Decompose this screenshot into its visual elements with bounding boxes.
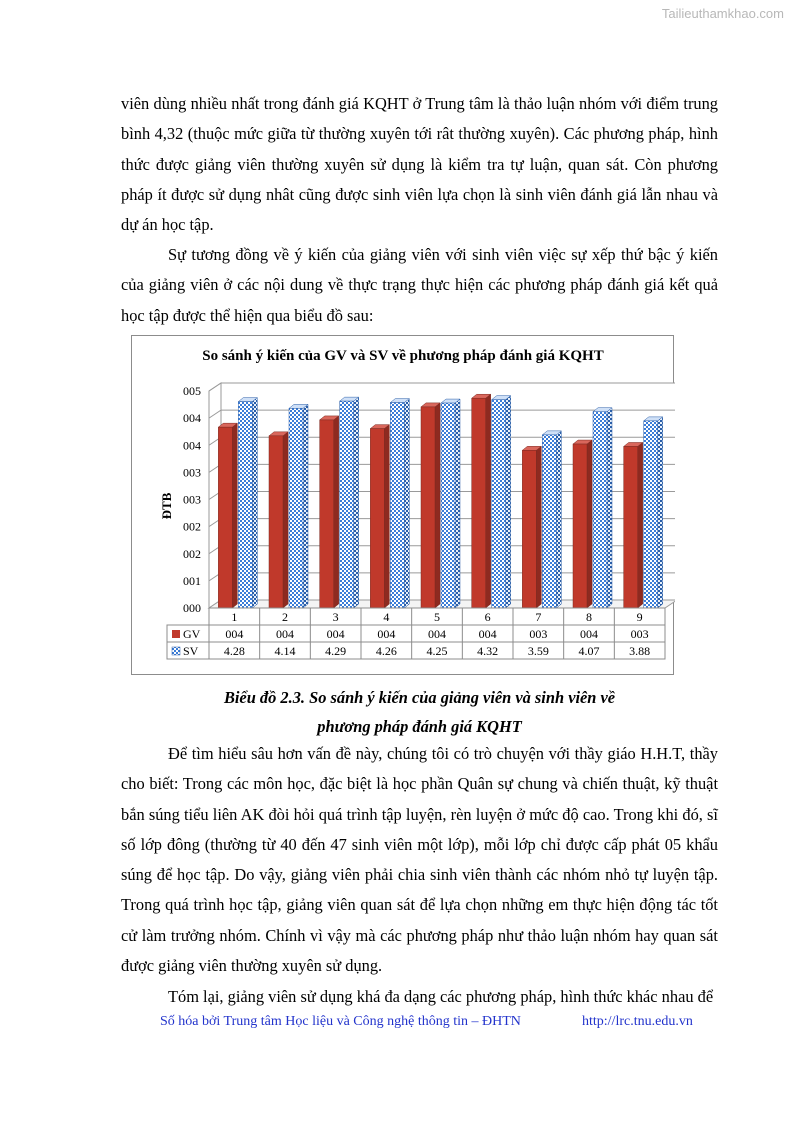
gv-data-label: 004 [225, 627, 244, 641]
caption-line-1: Biểu đồ 2.3. So sánh ý kiến của giảng viên và sinh viên về [223, 688, 616, 707]
caption-line-2: phương pháp đánh giá KQHT [317, 717, 522, 736]
sv-data-label: 3.88 [629, 644, 651, 658]
sv-data-label: 4.26 [375, 644, 397, 658]
gv-data-label: 004 [326, 627, 345, 641]
sv-data-label: 4.25 [426, 644, 448, 658]
chart-container [131, 335, 674, 675]
sv-bar [238, 402, 252, 608]
gv-bar-side [334, 416, 339, 608]
sv-bar-side [607, 408, 612, 608]
gv-bar-side [232, 423, 237, 608]
gv-bar-side [587, 440, 592, 608]
legend-label-gv: GV [183, 627, 201, 641]
sv-bar [441, 403, 455, 608]
sv-bar-side [354, 397, 359, 608]
sv-bar [593, 412, 607, 608]
gv-bar [624, 446, 638, 608]
watermark: Tailieuthamkhao.com [661, 6, 784, 21]
gv-data-label: 003 [630, 627, 649, 641]
paragraph-3: Để tìm hiểu sâu hơn vấn đề này, chúng tôi có trò chuyện với thầy giáo H.H.T, thầy cho biết: Trong các môn học, đặc biệt là học phần Quân sự chung và chiến thuật, kỹ thuật bắn súng tiểu liên AK đòi hỏi quá trình tập luyện, rèn luyện ở mức độ cao. Trong khi đó, sĩ số lớp đông (thường từ 40 đến 47 sinh viên một lớp), mỗi lớp chỉ được cấp phát 05 khẩu súng để học tập. Do vậy, giảng viên phải chia sinh viên thành các nhóm nhỏ tự luyện tập. Trong quá trình học tập, giảng viên quan sát để lựa chọn những em thực hiện động tác tốt cử làm trưởng nhóm. Chính vì vậy mà các phương pháp như thảo luận nhóm hay quan sát được giảng viên thường xuyên sử dụng. [121, 744, 718, 976]
y-tick-label: 005 [183, 384, 201, 398]
gv-bar [573, 444, 587, 608]
sv-bar-side [658, 417, 663, 608]
y-tick-label: 003 [183, 465, 201, 480]
gv-bar-side [536, 446, 541, 608]
gv-data-label: 004 [276, 627, 294, 641]
x-tick-label: 7 [535, 610, 542, 624]
y-tick-label: 004 [183, 411, 201, 426]
footer-url[interactable]: http://lrc.tnu.edu.vn [582, 1014, 693, 1029]
gv-bar [421, 407, 435, 608]
gv-bar-side [283, 432, 288, 608]
sv-data-label: 4.28 [223, 644, 245, 658]
sv-data-label: 4.32 [477, 644, 499, 658]
chart-title: So sánh ý kiến của GV và SV về phương pháp đánh giá KQHT [202, 348, 604, 364]
gv-bar [320, 420, 334, 608]
sv-data-label: 4.14 [274, 644, 296, 658]
sv-bar-side [506, 396, 511, 608]
gv-bar-side [384, 425, 389, 608]
y-tick-label: 004 [183, 438, 201, 453]
sv-data-label: 4.29 [325, 644, 347, 658]
gv-data-label: 003 [529, 627, 548, 641]
bar-chart [132, 336, 675, 676]
sv-bar-side [252, 398, 257, 608]
gv-data-label: 004 [377, 627, 396, 641]
gv-data-label: 004 [580, 627, 598, 641]
legend-key-sv [172, 647, 180, 655]
x-tick-label: 5 [434, 610, 440, 624]
x-tick-label: 2 [282, 610, 288, 624]
y-tick-label: 000 [183, 601, 201, 615]
footer-credit: Số hóa bởi Trung tâm Học liệu và Công nghệ thông tin – ĐHTN [160, 1014, 521, 1029]
paragraph-2: Sự tương đồng về ý kiến của giảng viên với sinh viên việc sự xếp thứ bậc ý kiến của giảng viên ở các nội dung về thực trạng thực hiện các phương pháp đánh giá kết quả học tập được thể hiện qua biểu đồ sau: [121, 245, 718, 325]
sv-bar [542, 435, 556, 608]
sv-bar-side [303, 404, 308, 608]
x-tick-label: 4 [383, 610, 390, 624]
gv-bar-side [486, 394, 491, 608]
x-tick-label: 8 [586, 610, 592, 624]
sv-bar [492, 400, 506, 608]
gv-data-label: 004 [478, 627, 497, 641]
gv-bar [522, 450, 536, 608]
gv-bar-side [638, 442, 643, 608]
sv-bar [644, 421, 658, 608]
x-tick-label: 6 [484, 610, 491, 624]
y-tick-label: 002 [183, 546, 201, 561]
y-tick-label: 001 [183, 573, 201, 588]
gv-bar [370, 429, 384, 608]
y-tick-label: 002 [183, 519, 201, 534]
x-tick-label: 1 [231, 610, 238, 624]
sv-bar-side [404, 399, 409, 608]
paragraph-4: Tóm lại, giảng viên sử dụng khá đa dạng các phương pháp, hình thức khác nhau để [168, 987, 714, 1006]
x-tick-label: 3 [332, 610, 339, 624]
legend-key-gv [172, 630, 180, 638]
gv-bar [269, 436, 283, 608]
sv-data-label: 3.59 [527, 644, 549, 658]
sv-bar-side [455, 399, 460, 608]
gv-bar [472, 398, 486, 608]
gv-bar [218, 427, 232, 608]
sv-bar [289, 408, 303, 608]
gv-data-label: 004 [428, 627, 446, 641]
gv-bar-side [435, 403, 440, 608]
y-axis-label: ĐTB [159, 492, 174, 520]
paragraph-1: viên dùng nhiều nhất trong đánh giá KQHT ở Trung tâm là thảo luận nhóm với điểm trung bình 4,32 (thuộc mức giữa từ thường xuyên tới rât thường xuyên). Các phương pháp, hình thức được giảng viên thường xuyên sử dụng là kiểm tra tự luận, quan sát. Còn phương pháp ít được sử dụng nhât cũng được sinh viên lựa chọn là sinh viên đánh giá lẫn nhau và dự án học tập. [121, 94, 718, 235]
x-tick-label: 9 [636, 610, 643, 624]
legend-label-sv: SV [183, 644, 199, 658]
sv-bar [390, 403, 404, 608]
sv-bar [340, 401, 354, 608]
sv-data-label: 4.07 [578, 644, 600, 658]
y-tick-label: 003 [183, 492, 201, 507]
sv-bar-side [556, 431, 561, 608]
